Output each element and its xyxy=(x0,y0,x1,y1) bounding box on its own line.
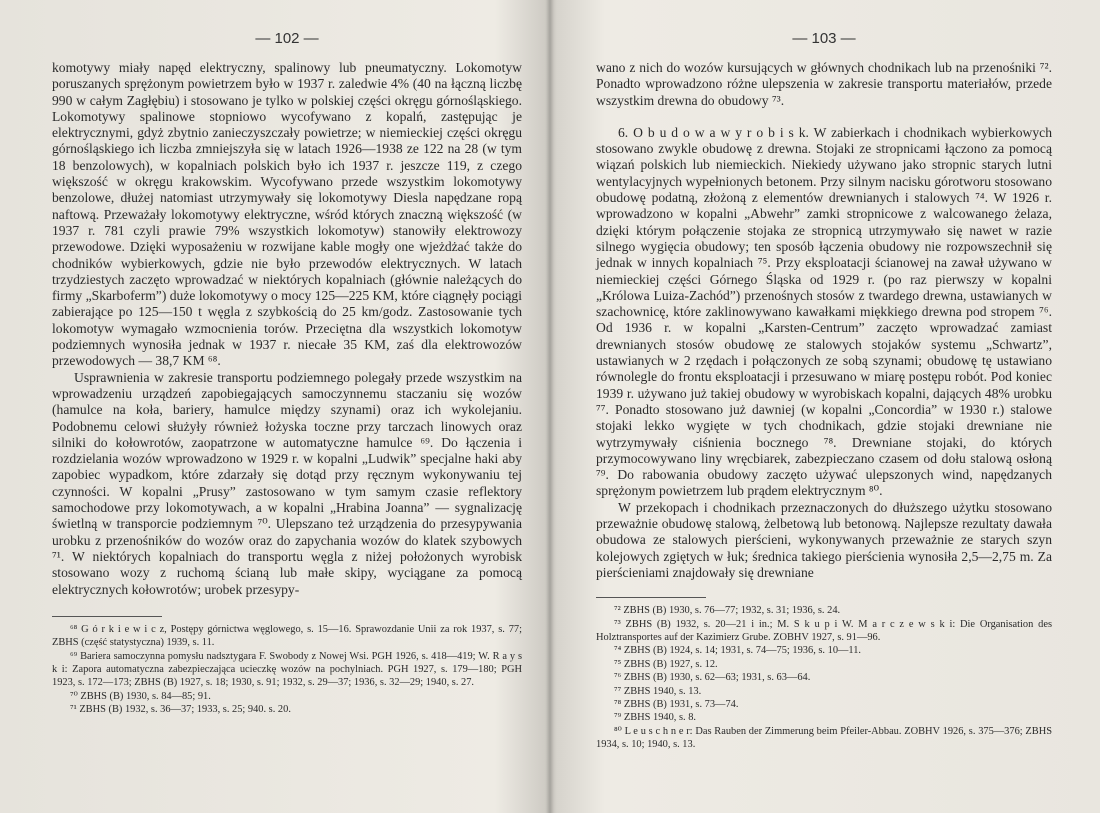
footnote: ⁷⁰ ZBHS (B) 1930, s. 84—85; 91. xyxy=(70,690,211,702)
footnote: ⁶⁹ Bariera samoczynna pomysłu nadsztygara F. Swobody z Nowej Wsi. PGH 1926, s. 418—419; W. R a y s k i: Zapora automatyczna zabezpieczająca ucieczkę wozów na pochylniach. PGH 1927, s. 179—180; PGH 1923, s. 172—173; ZBHS (B) 1927, s. 18; 1930, s. 91; 1932, s. 29—37; 1936, s. 32—29; 1940, s. 27. xyxy=(52,650,522,689)
footnote: ⁷⁴ ZBHS (B) 1924, s. 14; 1931, s. 74—75; 1936, s. 10—11. xyxy=(614,645,862,657)
footnote: ⁷⁷ ZBHS 1940, s. 13. xyxy=(614,685,702,697)
right-page xyxy=(596,0,1052,813)
footnote: ⁷⁶ ZBHS (B) 1930, s. 62—63; 1931, s. 63—64. xyxy=(614,672,811,684)
footnote: ⁸⁰ L e u s c h n e r: Das Rauben der Zimmerung beim Pfeiler-Abbau. ZOBHV 1926, s. 375—376; ZBHS 1934, s. 10; 1940, s. 13. xyxy=(596,725,1052,751)
footnote-rule xyxy=(52,616,162,617)
book-fold xyxy=(546,0,554,813)
left-paragraph: Usprawnienia w zakresie transportu podziemnego polegały przede wszystkim na wprowadzeniu urządzeń zapobiegających samoczynnemu staczaniu się wozów (hamulce na koła, bariery, hamulce między szynami) oraz ich wykolejaniu. Podobnemu celowi służyły również łożyska toczne przy tarczach linowych oraz silniki do kołowrotów, zaopatrzone w automatyczne hamulce ⁶⁹. Do łączenia i rozdzielania wozów wprowadzono w 1929 r. w kopalni „Ludwik” specjalne haki aby zapobiec wypadkom, które zdarzały się dotąd przy ręcznym wykonywaniu tej czynności. W kopalni „Prusy” zastosowano w tym samym czasie reflektory samochodowe przy lokomotywach, a w kopalni „Hrabina Joanna” — sygnalizację świetlną w transporcie podziemnym ⁷⁰. Ulepszano też urządzenia do przesypywania urobku z przenośników do wozów oraz do zapychania wozów do klatek szybowych ⁷¹. W niektórych kopalniach do transportu węgla z niżej położonych wyrobisk stosowano wozy z ruchomą ścianą lub małe skipy, wyciągane za pomocą elektrycznych kołowrotów; urobek przesypy- xyxy=(52,369,522,597)
footnote-rule xyxy=(596,597,706,598)
left-footnotes xyxy=(52,616,522,717)
left-page-number: — 102 — xyxy=(255,30,319,47)
left-page xyxy=(52,0,522,813)
footnote: ⁷⁸ ZBHS (B) 1931, s. 73—74. xyxy=(614,699,739,711)
footnote: ⁶⁸ G ó r k i e w i c z, Postępy górnictwa węglowego, s. 15—16. Sprawozdanie Unii za rok 1937, s. 77; ZBHS (część statystyczna) 1939, s. 11. xyxy=(52,623,522,649)
right-paragraph: W przekopach i chodnikach przeznaczonych do dłuższego użytku stosowano przeważnie obudowę stalową, żelbetową lub betonową. Najlepsze rezultaty dawała obudowa ze stalowych pierścieni, wykonywanych przeważnie ze starych szyn kolejowych zgiętych w łuk; średnica takiego pierścienia wynosiła 2,5—2,75 m. Za pierścieniami znajdowały się drewniane xyxy=(596,499,1052,580)
footnote: ⁷⁵ ZBHS (B) 1927, s. 12. xyxy=(614,658,718,670)
left-page-body xyxy=(52,60,522,598)
footnote: ⁷⁹ ZBHS 1940, s. 8. xyxy=(614,712,697,724)
footnote: ⁷¹ ZBHS (B) 1932, s. 36—37; 1933, s. 25; 940. s. 20. xyxy=(70,704,291,716)
footnote: ⁷³ ZBHS (B) 1932, s. 20—21 i in.; M. S k u p i W. M a r c z e w s k i: Die Organisation des Holztransportes auf der Kazimierz Grube. ZOBHV 1927, s. 91—96. xyxy=(596,618,1052,644)
right-paragraph-section-6: 6. O b u d o w a w y r o b i s k. W zabierkach i chodnikach wybierkowych stosowano zwykle obudowę z drewna. Stojaki ze stropnicami łączono za pomocą wiązań polskich lub niemieckich. Niekiedy używano jako stropnic starych lutni wentylacyjnych wypełnionych betonem. Przy silnym nacisku górotworu stosowano obudowę podatną, złożoną z elementów drewnianych i stalowych ⁷⁴. W 1926 r. wprowadzono w kopalni „Abwehr” zamki stropnicowe z walcowanego żelaza, dzięki którym połączenie stojaka ze stropnicą utrzymywało się nawet w razie silnego wygięcia obudowy; ten sposób łączenia obudowy nie rozpowszechnił się jednak w innych kopalniach ⁷⁵. Przy eksploatacji ścianowej na zawał używano w niemieckiej części Górnego Śląska od 1929 r. (po raz pierwszy w kopalni „Królowa Luiza-Zachód”) przenośnych stosów z twardego drewna, ustawianych w szachownicę, które zaklinowywano kawałkami miękkiego drewna pod stropem ⁷⁶. Od 1936 r. w kopalni „Karsten-Centrum” zaczęto wprowadzać zamiast drewnianych stosów obudowę ze stalowych stojaków systemu „Schwartz”, ustawianych w 2 rzędach i połączonych ze sobą szynami; obudowę tę ustawiano równolegle do frontu eksploatacji i przesuwano w miarę postępu robót. Pod koniec 1939 r. używano już takiej obudowy w wyrobiskach kopalni, dających 48% urobku ⁷⁷. Ponadto stosowano już dawniej (w kopalni „Concordia” w 1930 r.) stalowe stojaki lekko wygięte w tych chodnikach, gdzie stojaki drewniane nie wytrzymywały ciśnienia bocznego ⁷⁸. Drewniane stojaki, do których przymocowywano liny wręcbiarek, zabezpieczano czasem od dołu stalową osłoną ⁷⁹. Do rabowania obudowy zaczęto używać ulepszonych wind, napędzanych sprężonym powietrzem lub prądem elektrycznym ⁸⁰. xyxy=(596,124,1052,499)
right-footnotes xyxy=(596,597,1052,751)
right-page-body xyxy=(596,60,1052,581)
right-paragraph: wano z nich do wozów kursujących w głównych chodnikach lub na przenośniki ⁷². Ponadto wprowadzono różne ulepszenia w zakresie transportu materiałów, przede wszystkim drewna do obudowy ⁷³. xyxy=(596,60,1052,108)
right-page-number: — 103 — xyxy=(792,30,856,47)
left-paragraph: komotywy miały napęd elektryczny, spalinowy lub pneumatyczny. Lokomotyw poruszanych sprężonym powietrzem było w 1937 r. zaledwie 4% (40 na łączną liczbę 990 w całym Zagłębiu) i stosowano je tylko w polskiej części okręgu górnośląskiego. Lokomotywy spalinowe stopniowo wycofywano z kopalń, zastępując je elektrycznymi, gdyż zbytnio zanieczyszczały powietrze; w niemieckiej części okręgu górnośląskiego ich liczba zmniejszyła się w latach 1926—1938 ze 122 na 28 (w tym 18 benzolowych), w kopalniach polskich było ich 1937 r. jeszcze 119, z czego większość w okręgu krakowskim. Wycofywano przede wszystkim lokomotywy benzolowe, dłużej natomiast utrzymywały się lokomotywy Diesla napędzane ropą naftową. Przeważały lokomotywy elektryczne, wśród których znaczną większość (w 1937 r. 781 czyli prawie 79% wszystkich lokomotyw) stanowiły elektrowozy przewodowe. Dzięki wyposażeniu w rozwijane kable mogły one wjeżdżać także do chodników wybierkowych, gdzie nie było przewodów elektrycznych. W latach trzydziestych zaczęto wprowadzać w niektórych kopalniach (głównie należących do firmy „Skarboferm”) duże lokomotywy o mocy 125—225 KM, które ciągnęły pociągi zabierające po 125—150 t węgla z szybkością do 25 km/godz. Zastosowanie tych lokomotyw wymagało wzmocnienia torów. Przeciętna dla wszystkich lokomotyw podziemnych wynosiła jednak w 1937 r. niecałe 35 KM, zaś dla elektrowozów przewodowych — 38,7 KM ⁶⁸. xyxy=(52,60,522,369)
footnote: ⁷² ZBHS (B) 1930, s. 76—77; 1932, s. 31; 1936, s. 24. xyxy=(614,605,841,617)
